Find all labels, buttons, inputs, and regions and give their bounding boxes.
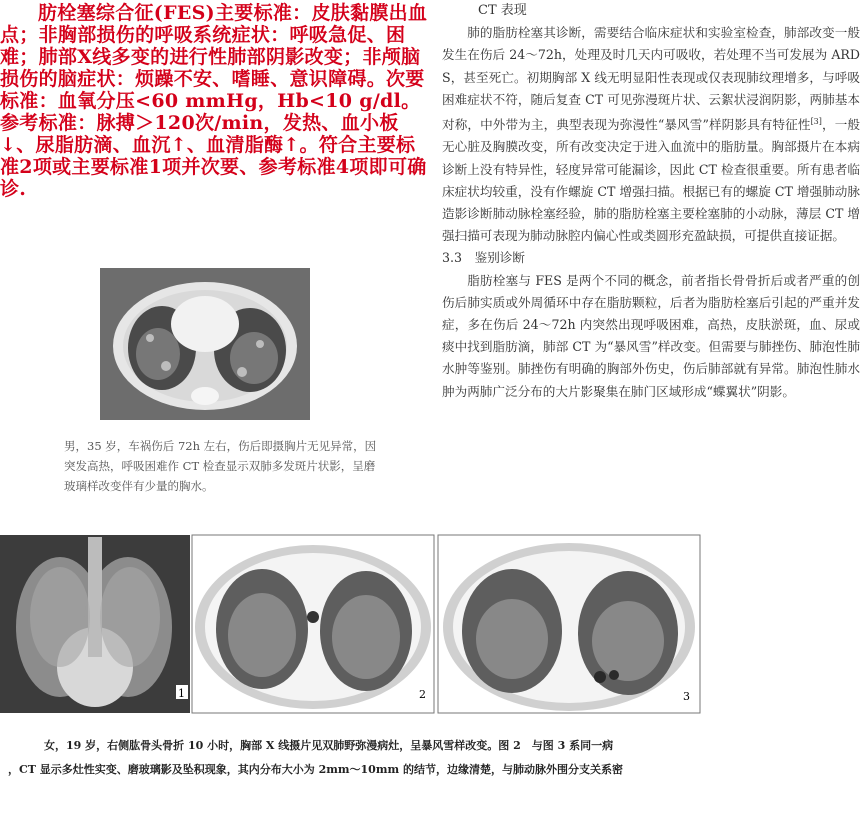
- ct-findings-heading: CT 表现: [478, 3, 527, 18]
- caption-line-2: ，CT 显示多灶性实变、磨玻璃影及坠积现象，其内分布大小为 2mm～10mm 的结节，边缘清楚，与肺动脉外围分支关系密: [8, 763, 623, 776]
- ct-scan-drawing: [100, 268, 310, 420]
- caption-line-1: 女，19 岁，右侧肱骨头骨折 10 小时，胸部 X 线摄片见双肺野弥漫病灶，呈暴风雪样改变。图 2 与图 3 系同一病: [44, 739, 614, 752]
- diagnostic-criteria-text: 肪栓塞综合征(FES)主要标准：皮肤黏膜出血点；非胸部损伤的呼吸系统症状：呼吸急促、困难；肺部X线多变的进行性肺部阴影改变；非颅脑损伤的脑症状：烦躁不安、嗜睡、意识障碍。次要标准：血氧分压<60 mmHg，Hb<10 g/dl。参考标准：脉搏＞120次/min，发热、血小板↓、尿脂肪滴、血沉↑、血清脂酶↑。符合主要标准2项或主要标准1项并次要、参考标准4项即可确诊.: [0, 2, 428, 200]
- ct-panel-3: [438, 535, 700, 713]
- xray-panel: [0, 535, 190, 713]
- figure-number-2: 2: [419, 688, 426, 701]
- figure-strip-drawing: [0, 527, 704, 717]
- ct-scan-image-top: [100, 268, 310, 420]
- right-text-column: [442, 0, 860, 403]
- figure-caption-bottom: [0, 734, 760, 782]
- citation-ref: [3]: [810, 117, 822, 127]
- figure-number-3: 3: [683, 690, 690, 703]
- differential-diagnosis-paragraph: 脂肪栓塞与 FES 是两个不同的概念，前者指长骨骨折后或者严重的创伤后肺实质或外周循环中存在脂肪颗粒，后者为脂肪栓塞后引起的严重并发症，多在伤后 24～72h 内突然出现呼吸困难，高热，皮肤淤斑，血、尿或痰中找到脂肪滴，肺部 CT 为“暴风雪”样改变。但需要与肺挫伤、肺泡性肺水肿等鉴别。肺挫伤有明确的胸部外伤史，伤后肺部就有异常。肺泡性肺水肿为两肺广泛分布的大片影聚集在肺门区域形成“蝶翼状”阴影。: [442, 272, 860, 399]
- figure-caption-top: 男，35 岁，车祸伤后 72h 左右，伤后即摄胸片无见异常，因突发高热，呼吸困难作 CT 检查显示双肺多发斑片状影，呈磨玻璃样改变伴有少量的胸水。: [64, 439, 377, 493]
- figure-number-1: 1: [178, 687, 185, 700]
- figure-strip: [0, 527, 704, 717]
- ct-findings-paragraph: 肺的脂肪栓塞其诊断，需要结合临床症状和实验室检查，肺部改变一般发生在伤后 24～72h，处理及时几天内可吸收，若处理不当可发展为 ARDS，甚至死亡。初期胸部 X 线无明显阳性表现或仅表现肺纹理增多，与呼吸困难症状不符，随后复查 CT 可见弥漫斑片状、云絮状浸润阴影，两肺基本对称，中外带为主，典型表现为弥漫性“暴风雪”样阴影具有特征性[3]，一般无心脏及胸膜改变，所有改变决定于进入血流中的脂肪量。胸部摄片在本病诊断上没有特异性，轻度异常可能漏诊，因此 CT 检查很重要。所有患者临床症状均较重，没有作螺旋 CT 增强扫描。根据已有的螺旋 CT 增强肺动脉造影诊断肺动脉栓塞经验，肺的脂肪栓塞主要栓塞肺的小动脉，薄层 CT 增强扫描可表现为肺动脉腔内偏心性或类圆形充盈缺损，可提供直接证据。: [442, 25, 860, 244]
- ct-panel-2: [192, 535, 434, 713]
- differential-diagnosis-heading: 3.3 鉴别诊断: [442, 250, 525, 266]
